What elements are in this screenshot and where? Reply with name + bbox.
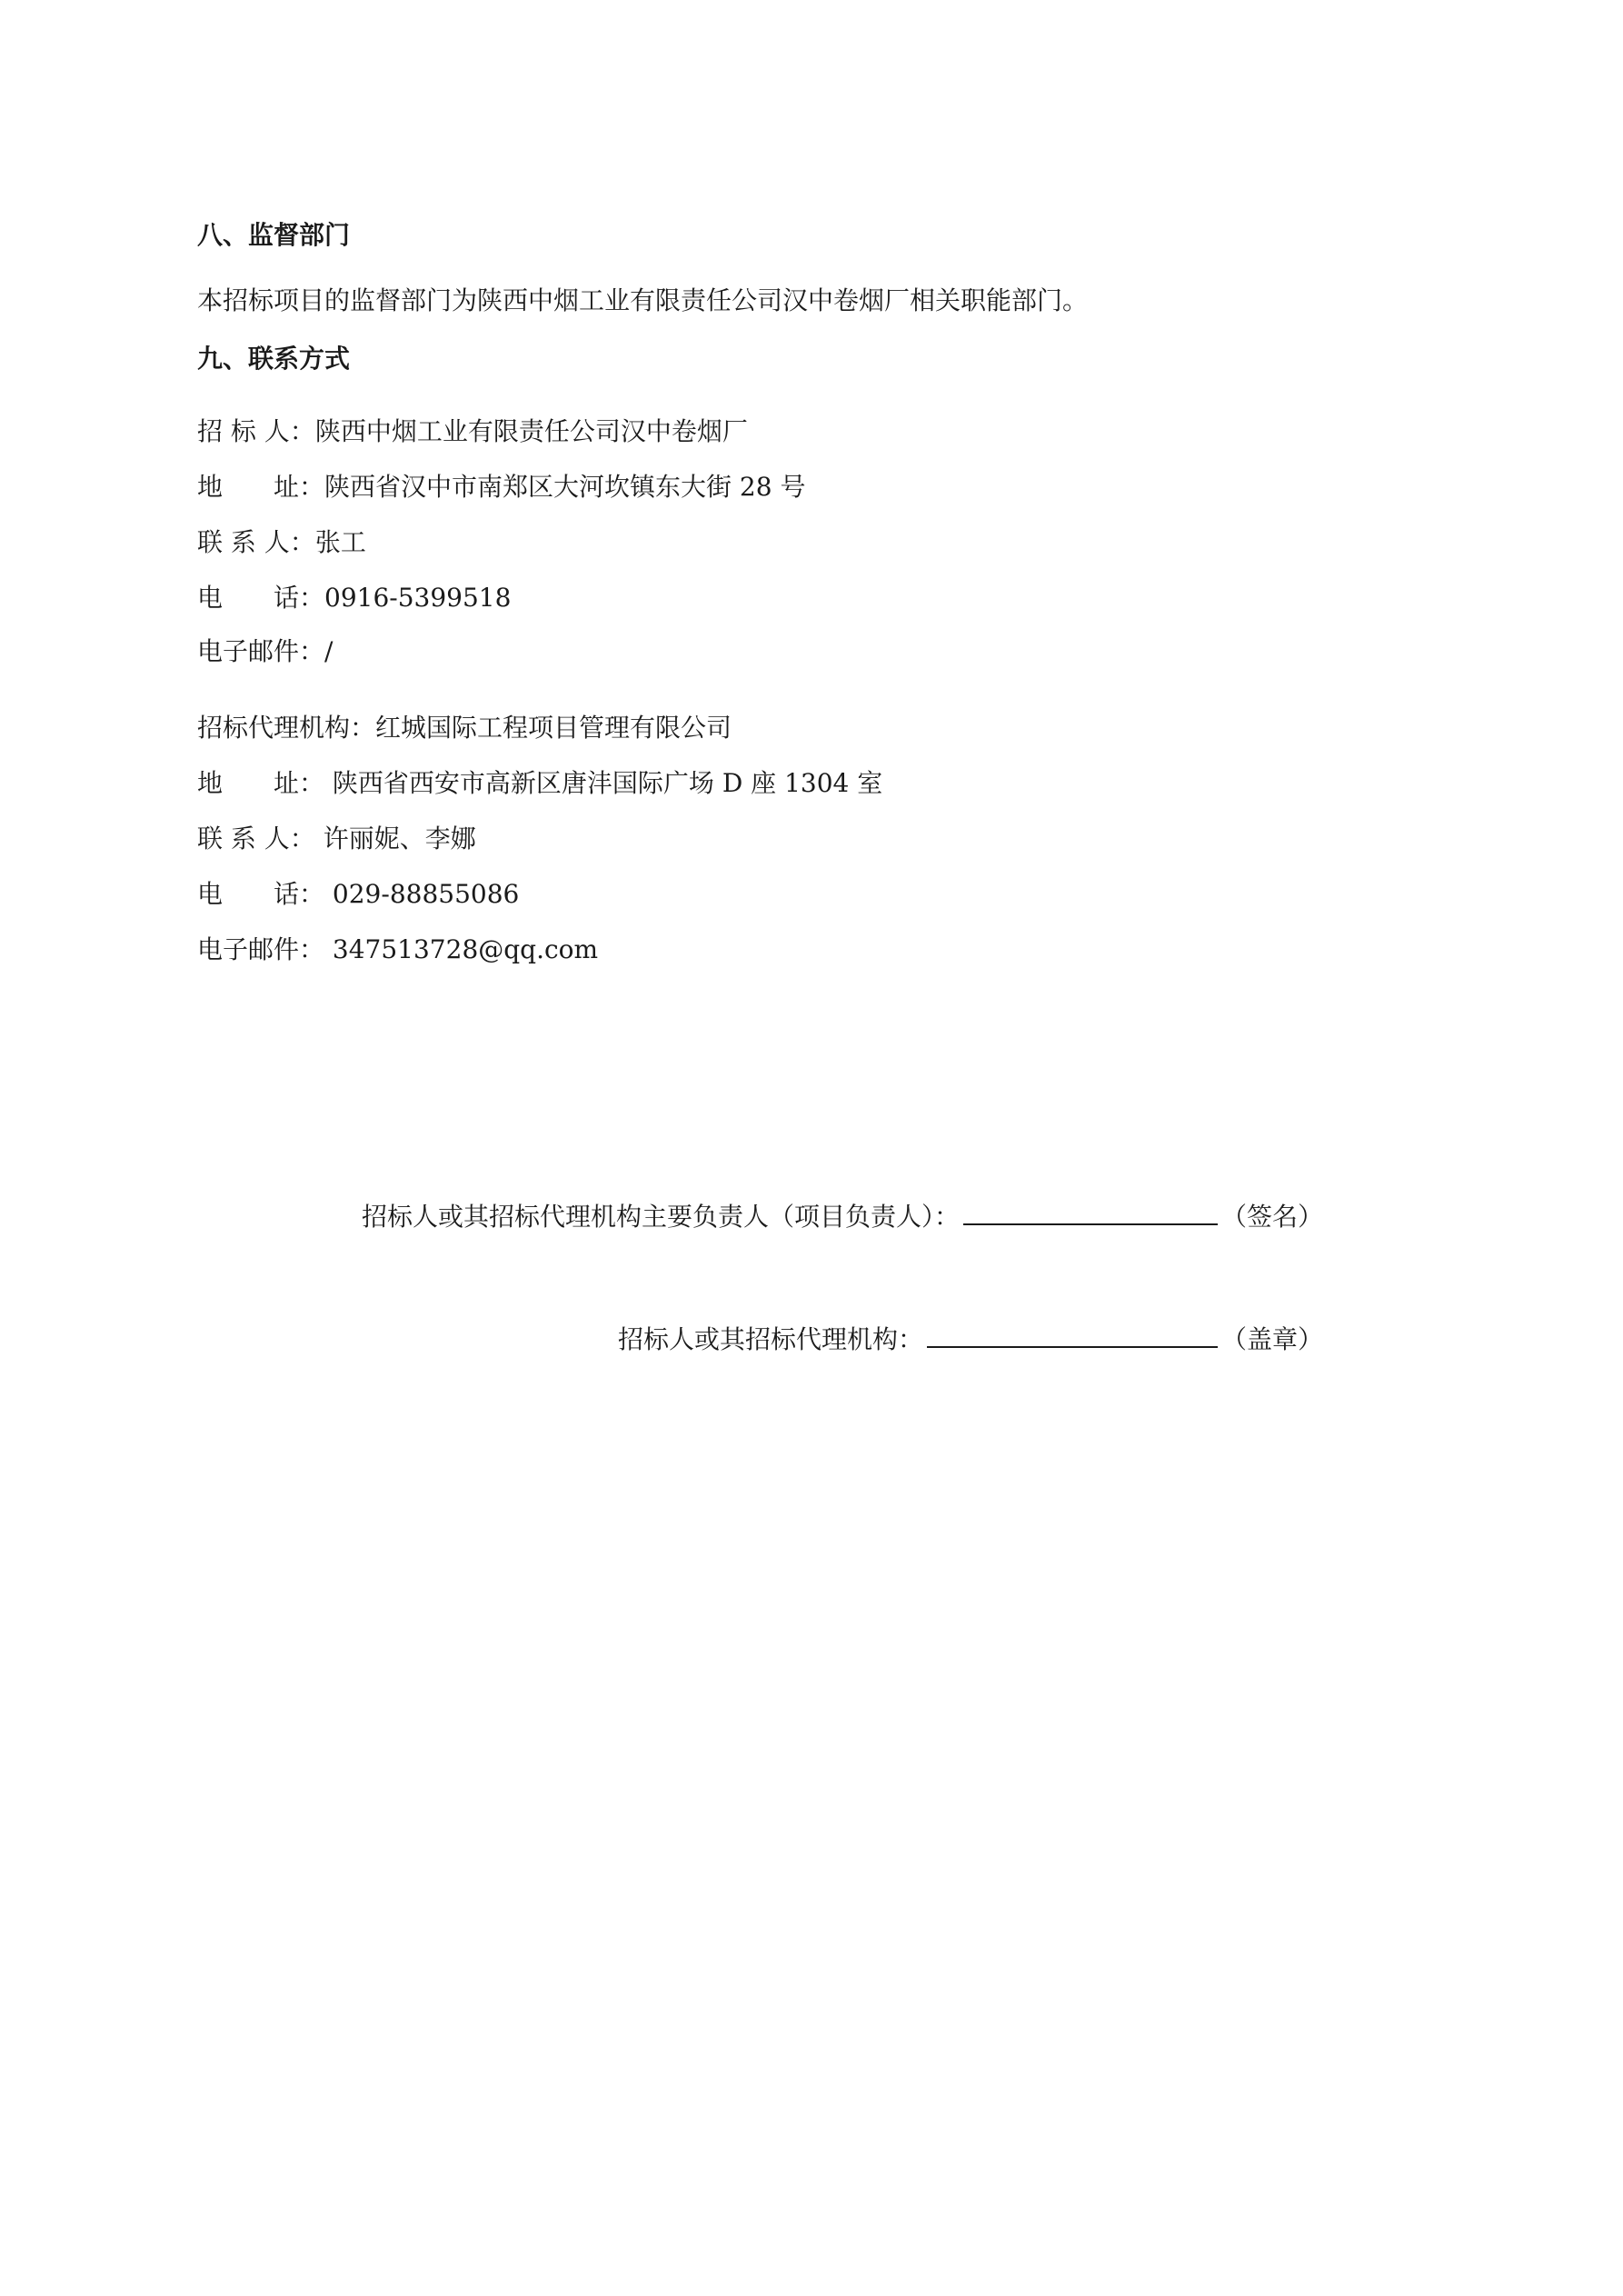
tenderer-email-row [197, 634, 333, 670]
agency-contact: 许丽妮、李娜 [323, 824, 476, 854]
seal-blank[interactable] [927, 1319, 1218, 1348]
section-8-text: 本招标项目的监督部门为陕西中烟工业有限责任公司汉中卷烟厂相关职能部门。 [197, 285, 1089, 315]
agency-phone-row [197, 876, 519, 913]
agency-phone: 029-88855086 [332, 879, 520, 909]
agency-email: 347513728@qq.com [332, 934, 599, 964]
agency-contact-row [197, 821, 476, 857]
tenderer-contact-row [197, 524, 366, 561]
tenderer-phone-row [197, 580, 511, 616]
tenderer-contact: 张工 [314, 527, 366, 557]
seal-line [618, 1319, 1323, 1358]
agency-contact-label: 联 系 人： [197, 824, 315, 854]
principal-signature-suffix: （签名） [1220, 1202, 1323, 1232]
section-8-heading: 八、监督部门 [197, 220, 351, 250]
seal-suffix: （盖章） [1220, 1324, 1323, 1354]
tenderer-name-label: 招 标 人： [197, 416, 315, 446]
principal-signature-line [362, 1196, 1323, 1235]
agency-name-row [197, 710, 732, 746]
tenderer-address-label: 地 址： [197, 472, 325, 502]
tenderer-address-row [197, 469, 805, 505]
tenderer-name-row [197, 414, 748, 450]
tenderer-phone-label: 电 话： [197, 583, 325, 613]
principal-signature-label: 招标人或其招标代理机构主要负责人（项目负责人）： [361, 1202, 960, 1232]
tenderer-email-label: 电子邮件： [197, 636, 325, 666]
seal-label: 招标人或其招标代理机构： [617, 1324, 923, 1354]
agency-email-label: 电子邮件： [197, 934, 325, 964]
agency-name: 红城国际工程项目管理有限公司 [375, 713, 732, 743]
tenderer-contact-label: 联 系 人： [197, 527, 315, 557]
agency-email-row [197, 932, 598, 968]
tenderer-name: 陕西中烟工业有限责任公司汉中卷烟厂 [314, 416, 748, 446]
tenderer-email: / [324, 636, 334, 666]
principal-signature-blank[interactable] [963, 1196, 1218, 1225]
agency-address-row [197, 765, 882, 802]
tenderer-phone: 0916-5399518 [324, 583, 512, 613]
agency-address: 陕西省西安市高新区唐沣国际广场 D 座 1304 室 [332, 768, 883, 798]
agency-name-label: 招标代理机构： [197, 713, 376, 743]
tenderer-address: 陕西省汉中市南郑区大河坎镇东大街 28 号 [324, 472, 806, 502]
agency-address-label: 地 址： [197, 768, 325, 798]
section-9-heading: 九、联系方式 [197, 344, 351, 374]
agency-phone-label: 电 话： [197, 879, 325, 909]
